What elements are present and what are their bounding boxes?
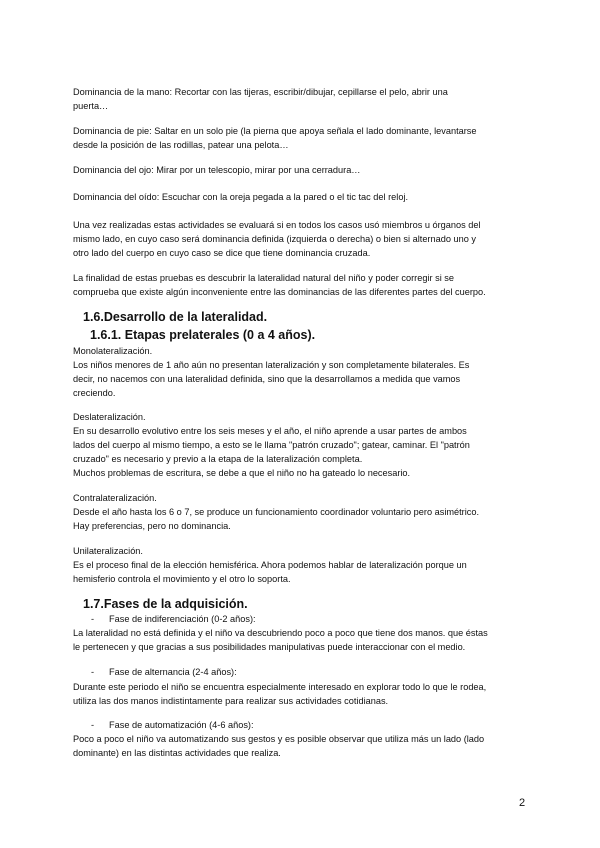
text-line: Hay preferencias, pero no dominancia. [73, 521, 231, 531]
text-line: Dominancia de la mano: Recortar con las tijeras, escribir/dibujar, cepillarse el pelo, abrir una [73, 87, 448, 97]
heading-section-1-6: 1.6.Desarrollo de la lateralidad. [83, 310, 268, 324]
paragraph-dominancia-oido [73, 190, 528, 204]
text-line: dominante) en las distintas actividades que realiza. [73, 748, 281, 758]
text-line: Muchos problemas de escritura, se debe a que el niño no ha gateado lo necesario. [73, 468, 411, 478]
text-line: Es el proceso final de la elección hemisférica. Ahora podemos hablar de lateralización porque un [73, 560, 467, 570]
bullet-fase-automatizacion [91, 718, 254, 732]
text-line: otro lado del cuerpo en cuyo caso se dice que tiene dominancia cruzada. [73, 248, 371, 258]
paragraph-finalidad [73, 271, 528, 299]
text-line: decir, no nacemos con una lateralidad definida, sino que la desarrollamos a medida que vamos [73, 374, 461, 384]
bullet-label: Fase de alternancia (2-4 años): [109, 667, 237, 677]
subheading: Monolateralización. [73, 346, 153, 356]
bullet-fase-alternancia [91, 665, 237, 679]
paragraph-contralateralizacion [73, 491, 528, 533]
text-line: Durante este periodo el niño se encuentra especialmente interesado en explorar todo lo que le rodea, [73, 682, 487, 692]
text-line: hemisferio controla el movimiento y el otro lo soporta. [73, 574, 291, 584]
text-line: La finalidad de estas pruebas es descubrir la lateralidad natural del niño y poder corregir si se [73, 273, 454, 283]
paragraph-deslateralizacion [73, 410, 528, 480]
text-line: puerta… [73, 101, 109, 111]
subheading: Unilateralización. [73, 546, 143, 556]
heading-section-1-7: 1.7.Fases de la adquisición. [83, 597, 248, 611]
paragraph-evaluacion [73, 218, 528, 260]
text-line: creciendo. [73, 388, 116, 398]
paragraph-monolateralizacion [73, 344, 528, 400]
text-line: comprueba que existe algún inconveniente entre las dominancias de las diferentes partes del cuerpo. [73, 287, 486, 297]
text-line: Los niños menores de 1 año aún no presentan lateralización y son completamente bilaterales. Es [73, 360, 470, 370]
bullet-dash: - [91, 614, 95, 624]
text-line: Dominancia del oído: Escuchar con la oreja pegada a la pared o el tic tac del reloj. [73, 192, 409, 202]
paragraph-fase-automatizacion [73, 732, 528, 760]
text-line: Dominancia de pie: Saltar en un solo pie (la pierna que apoya señala el lado dominante, levantarse [73, 126, 477, 136]
text-line: lados del cuerpo al mismo tiempo, a esto se le llama "patrón cruzado"; gatear, caminar. El "patrón [73, 440, 470, 450]
text-line: Una vez realizadas estas actividades se evaluará si en todos los casos usó miembros u órganos del [73, 220, 481, 230]
heading-section-1-6-1: 1.6.1. Etapas prelaterales (0 a 4 años). [90, 328, 316, 342]
text-line: Dominancia del ojo: Mirar por un telescopio, mirar por una cerradura… [73, 165, 361, 175]
paragraph-dominancia-mano [73, 85, 528, 113]
text-line: mismo lado, en cuyo caso será dominancia definida (izquierda o derecha) o bien si alternado uno y [73, 234, 476, 244]
text-line: utiliza las dos manos indistintamente para realizar sus actividades cotidianas. [73, 696, 389, 706]
text-line: Desde el año hasta los 6 o 7, se produce un funcionamiento coordinador voluntario pero asimétrico. [73, 507, 480, 517]
bullet-label: Fase de automatización (4-6 años): [109, 720, 254, 730]
paragraph-dominancia-pie [73, 124, 528, 152]
text-line: La lateralidad no está definida y el niño va descubriendo poco a poco que tiene dos manos. que éstas [73, 628, 488, 638]
text-line: En su desarrollo evolutivo entre los seis meses y el año, el niño aprende a usar partes de ambos [73, 426, 467, 436]
bullet-label: Fase de indiferenciación (0-2 años): [109, 614, 256, 624]
text-line: cruzado" es necesario y previo a la etapa de la lateralización completa. [73, 454, 363, 464]
text-line: le pertenecen y que gracias a sus posibilidades manipulativas puede interaccionar con el medio. [73, 642, 466, 652]
page-number: 2 [519, 797, 526, 809]
bullet-fase-indiferenciacion [91, 612, 256, 626]
paragraph-fase-indiferenciacion [73, 626, 528, 654]
text-line: Poco a poco el niño va automatizando sus gestos y es posible observar que utiliza más un lado (lado [73, 734, 485, 744]
subheading: Contralateralización. [73, 493, 157, 503]
subheading: Deslateralización. [73, 412, 146, 422]
bullet-dash: - [91, 720, 95, 730]
text-line: desde la posición de las rodillas, patear una pelota… [73, 140, 289, 150]
bullet-dash: - [91, 667, 95, 677]
paragraph-dominancia-ojo [73, 163, 528, 177]
paragraph-fase-alternancia [73, 680, 528, 708]
paragraph-unilateralizacion [73, 544, 528, 586]
